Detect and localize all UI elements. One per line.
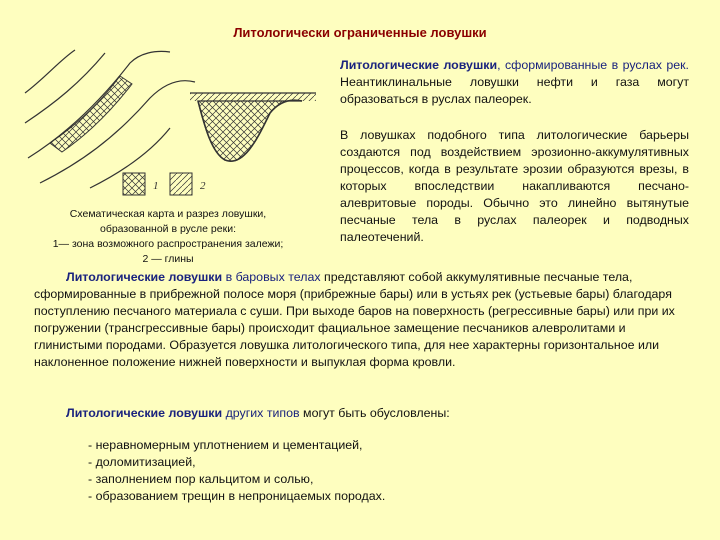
bar-trap-paragraph [34, 269, 686, 371]
term-lithological-traps: Литологические ловушки [66, 406, 223, 420]
other-types-paragraph [66, 405, 686, 422]
causes-list [88, 437, 688, 505]
river-trap-paragraph [340, 57, 689, 108]
legend-swatch-1 [123, 173, 145, 195]
barriers-paragraph: В ловушках подобного типа литологические барьеры создаются под воздействием эрозионно-аккумулятивных процессов, когда в результате эрозии образуются врезы, в которых впоследствии накапливаются песчано-алевритовые породы. Обычно это линейно вытянутые песчаные тела в руслах палеорек и подводных палеотечений. [340, 128, 689, 244]
term-lithological-traps: Литологические ловушки [66, 270, 223, 284]
river-text: Неантиклинальные ловушки нефти и газа могут образоваться в руслах палеорек. [340, 75, 689, 106]
river-qualifier: , сформированные в руслах рек. [497, 58, 689, 72]
bars-text: представляют собой аккумулятивные песчаные тела, сформированные в прибрежной полосе моря (прибрежные бары) или в устьях рек (устьевые бары) благодаря поступлению песчаного материала с суши. При выходе баров на поверхность (регрессивные бары) или при их погружении (трансгрессивные бары) происходит фациальное замещение песчаников алевролитами и глинистыми породами. Образуется ловушка литологического типа, для нее характерны горизонтальное или наклоненное положение нижней поверхности и выпуклая форма кровли. [34, 270, 675, 369]
caption-line: 2 — глины [142, 253, 194, 265]
trap-zone-map [50, 76, 132, 152]
other-types-text: могут быть обусловлены: [299, 406, 450, 420]
slide-title: Литологически ограниченные ловушки [233, 25, 487, 40]
caption-line: образованной в русле реки: [99, 223, 236, 235]
other-types-qualifier: других типов [222, 406, 300, 420]
legend-label-1: 1 [153, 180, 159, 192]
figure-caption [18, 207, 318, 267]
term-lithological-traps: Литологические ловушки [340, 58, 498, 72]
caption-line: Схематическая карта и разрез ловушки, [69, 208, 267, 220]
list-item: - доломитизацией, [88, 455, 196, 469]
map-contours [25, 50, 195, 188]
trap-scheme-figure [20, 48, 320, 208]
legend-label-2: 2 [200, 180, 206, 192]
list-item: - неравномерным уплотнением и цементацией, [88, 438, 363, 452]
caption-line: 1— зона возможного распространения залежи; [52, 238, 284, 250]
legend-swatch-2 [170, 173, 192, 195]
cross-section [190, 93, 316, 161]
bars-qualifier: в баровых телах [222, 270, 321, 284]
list-item: - заполнением пор кальцитом и солью, [88, 472, 314, 486]
list-item: - образованием трещин в непроницаемых породах. [88, 489, 386, 503]
